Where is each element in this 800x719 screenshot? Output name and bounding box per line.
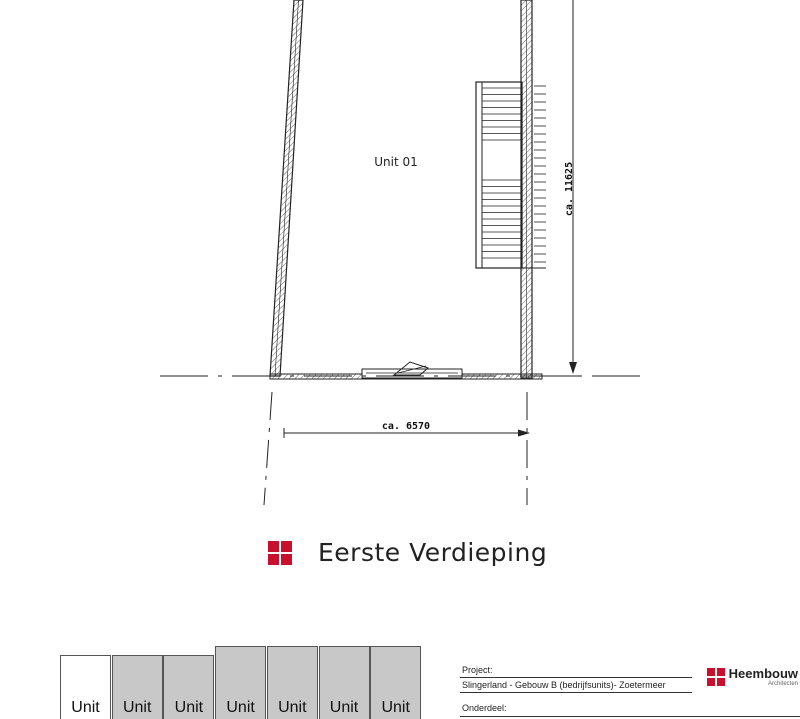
floor-title: Eerste Verdieping [318, 538, 548, 567]
floor-heading [268, 538, 547, 567]
unit-block [163, 655, 214, 719]
company-name: Heembouw [728, 666, 798, 681]
left-extension-line [264, 392, 272, 505]
height-dimension [564, 0, 579, 376]
staircase-outer-treads [534, 86, 546, 262]
unit-block-label: Unit [122, 699, 152, 716]
red-square-logo-icon [268, 541, 292, 565]
width-dimension [284, 421, 530, 438]
height-dimension-label: ca. 11625 [564, 161, 575, 217]
unit-block-label: Unit [278, 699, 307, 716]
unit-key-plan [60, 646, 422, 719]
part-label: Onderdeel: [462, 703, 507, 713]
right-wall [521, 0, 532, 378]
company-logo-block [707, 666, 798, 687]
unit-block-label: Unit [226, 699, 255, 716]
unit-block [112, 655, 163, 719]
unit-block-label: Unit [381, 699, 410, 716]
unit-block-label: Unit [71, 699, 100, 716]
project-value: Slingerland - Gebouw B (bedrijfsunits)- Zoetermeer [462, 680, 666, 690]
unit-block [370, 646, 421, 719]
company-subtitle: Architecten [767, 681, 798, 687]
project-label: Project: [462, 665, 493, 675]
unit-block [319, 646, 370, 719]
room-label: Unit 01 [374, 155, 418, 169]
title-block [460, 660, 800, 719]
unit-block-label: Unit [329, 699, 359, 716]
left-wall [270, 0, 303, 376]
width-dimension-label: ca. 6570 [381, 421, 431, 432]
heembouw-logo-icon [707, 668, 725, 686]
unit-block [60, 655, 111, 719]
unit-block [267, 646, 318, 719]
unit-block [215, 646, 266, 719]
unit-block-label: Unit [174, 699, 204, 716]
